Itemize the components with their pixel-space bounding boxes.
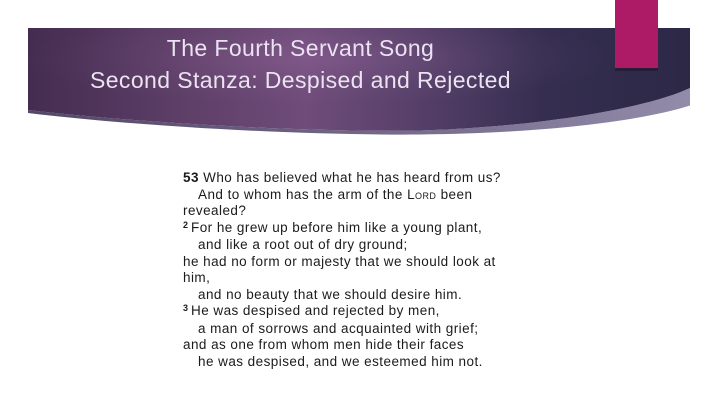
verse-text: and as one from whom men hide their faces bbox=[183, 337, 465, 352]
verse-line bbox=[183, 170, 553, 187]
verse-line bbox=[183, 254, 553, 271]
verse-line bbox=[183, 321, 553, 338]
title-line-1: The Fourth Servant Song bbox=[166, 35, 435, 61]
verse-text: he had no form or majesty that we should look at bbox=[183, 253, 496, 269]
verse-line bbox=[183, 354, 553, 371]
verse-line bbox=[183, 187, 553, 204]
verse-line bbox=[183, 287, 553, 304]
divine-name: Lord bbox=[407, 186, 437, 202]
verse-line bbox=[183, 220, 553, 238]
verse-line bbox=[183, 203, 553, 220]
accent-tab bbox=[615, 0, 658, 68]
scripture-text bbox=[183, 170, 553, 370]
verse-line bbox=[183, 337, 553, 354]
title-line-2: Second Stanza: Despised and Rejected bbox=[90, 67, 511, 93]
chapter-number: 53 bbox=[183, 170, 199, 185]
verse-text: he was despised, and we esteemed him not. bbox=[198, 353, 483, 369]
slide-title bbox=[28, 32, 573, 96]
verse-text: He was despised and rejected by men, bbox=[191, 303, 440, 318]
verse-text: And to whom has the arm of the bbox=[198, 186, 408, 202]
verse-line bbox=[183, 270, 553, 287]
verse-text: revealed? bbox=[183, 203, 247, 218]
verse-line bbox=[183, 237, 553, 254]
verse-text: and no beauty that we should desire him. bbox=[198, 286, 463, 302]
verse-number: 3 bbox=[183, 303, 189, 313]
verse-line bbox=[183, 303, 553, 321]
verse-text: and like a root out of dry ground; bbox=[198, 237, 408, 252]
verse-text: him, bbox=[183, 270, 211, 285]
verse-text: Who has believed what he has heard from us? bbox=[198, 170, 501, 185]
accent-tab-shadow bbox=[615, 68, 658, 71]
verse-text: been bbox=[436, 186, 473, 202]
verse-number: 2 bbox=[183, 219, 189, 230]
verse-text: For he grew up before him like a young plant, bbox=[191, 219, 483, 235]
verse-text: a man of sorrows and acquainted with grief; bbox=[198, 320, 479, 336]
